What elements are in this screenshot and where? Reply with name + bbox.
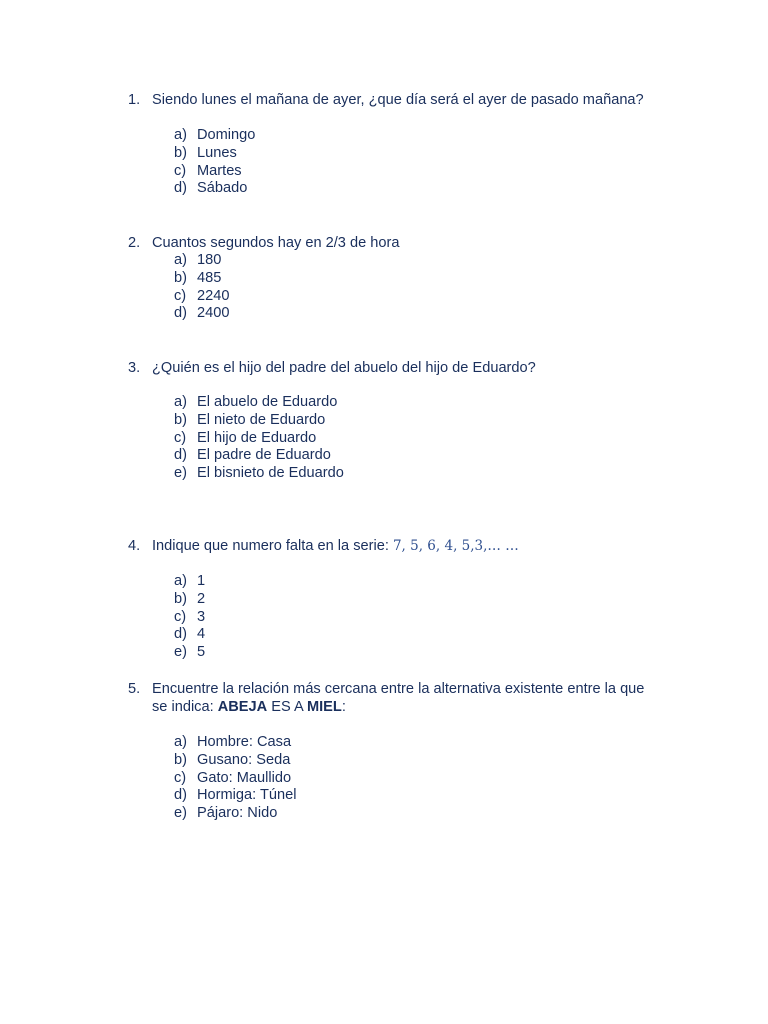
option-text: 1 xyxy=(197,573,206,589)
option-a xyxy=(174,394,688,412)
option-c xyxy=(174,163,688,181)
option-text: Martes xyxy=(197,162,242,179)
option-a xyxy=(174,127,688,145)
question-3 xyxy=(128,359,688,483)
option-letter: d) xyxy=(174,787,187,804)
option-text: 2240 xyxy=(197,287,230,304)
question-text: Siendo lunes el mañana de ayer, ¿que día será el ayer de pasado mañana? xyxy=(152,92,644,108)
question-text: Cuantos segundos hay en 2/3 de hora xyxy=(152,235,400,251)
option-d xyxy=(174,787,688,805)
question-text: Indique que numero falta en la serie: xyxy=(152,538,393,554)
option-text: Lunes xyxy=(197,144,237,161)
question-number: 1. xyxy=(128,92,141,108)
option-letter: a) xyxy=(174,394,187,410)
option-a xyxy=(174,252,688,270)
option-text: 3 xyxy=(197,608,206,625)
option-text: El padre de Eduardo xyxy=(197,447,331,464)
option-c xyxy=(174,609,688,627)
option-text: 4 xyxy=(197,626,206,643)
option-text: Hormiga: Túnel xyxy=(197,787,297,804)
question-5-stem-line1 xyxy=(128,680,688,698)
question-text-suffix: : xyxy=(341,699,346,715)
option-e xyxy=(174,644,688,662)
number-series: 7, 5, 6, 4, 5,3,… … xyxy=(392,538,519,554)
question-text-prefix: se indica: xyxy=(152,699,218,715)
option-letter: c) xyxy=(174,162,187,179)
option-a xyxy=(174,734,688,752)
question-1-stem xyxy=(128,91,688,109)
option-letter: e) xyxy=(174,805,187,822)
option-b xyxy=(174,752,688,770)
option-b xyxy=(174,145,688,163)
option-letter: c) xyxy=(174,608,187,625)
option-letter: b) xyxy=(174,269,187,286)
option-text: 2400 xyxy=(197,305,230,322)
options-list xyxy=(174,127,688,198)
option-c xyxy=(174,430,688,448)
option-letter: c) xyxy=(174,429,187,446)
option-d xyxy=(174,626,688,644)
option-text: 180 xyxy=(197,252,222,268)
option-b xyxy=(174,412,688,430)
option-text: 485 xyxy=(197,269,222,286)
option-c xyxy=(174,288,688,306)
option-letter: a) xyxy=(174,734,187,750)
option-letter: d) xyxy=(174,447,187,464)
option-letter: b) xyxy=(174,751,187,768)
question-2 xyxy=(128,234,688,323)
question-4 xyxy=(128,537,688,662)
option-b xyxy=(174,591,688,609)
option-letter: c) xyxy=(174,287,187,304)
keyword-miel: MIEL xyxy=(306,699,342,715)
option-text: Domingo xyxy=(197,127,256,143)
option-a xyxy=(174,573,688,591)
option-letter: a) xyxy=(174,252,187,268)
option-text: Pájaro: Nido xyxy=(197,805,278,822)
options-list xyxy=(174,394,688,483)
option-letter: d) xyxy=(174,626,187,643)
option-letter: e) xyxy=(174,644,187,661)
option-text: Gusano: Seda xyxy=(197,751,291,768)
question-5 xyxy=(128,680,688,823)
options-list xyxy=(174,573,688,662)
question-text: ¿Quién es el hijo del padre del abuelo del hijo de Eduardo? xyxy=(152,360,536,376)
question-text: Encuentre la relación más cercana entre la alternativa existente entre la que xyxy=(152,681,645,697)
option-d xyxy=(174,305,688,323)
option-letter: d) xyxy=(174,305,187,322)
question-1 xyxy=(128,91,688,198)
options-list xyxy=(174,734,688,823)
option-text: El abuelo de Eduardo xyxy=(197,394,338,410)
question-3-stem xyxy=(128,359,688,377)
question-number: 5. xyxy=(128,681,141,697)
option-letter: b) xyxy=(174,144,187,161)
question-text-middle: ES A xyxy=(267,699,307,715)
question-number: 4. xyxy=(128,538,141,554)
keyword-abeja: ABEJA xyxy=(217,699,268,715)
option-letter: b) xyxy=(174,411,187,428)
option-text: El nieto de Eduardo xyxy=(197,411,326,428)
option-text: 5 xyxy=(197,644,206,661)
options-list xyxy=(174,252,688,323)
option-d xyxy=(174,180,688,198)
question-4-stem xyxy=(128,537,688,555)
question-5-stem-line2 xyxy=(128,698,688,716)
option-letter: e) xyxy=(174,465,187,482)
option-text: Hombre: Casa xyxy=(197,734,292,750)
option-e xyxy=(174,805,688,823)
option-letter: c) xyxy=(174,769,187,786)
option-d xyxy=(174,447,688,465)
option-text: El bisnieto de Eduardo xyxy=(197,465,344,482)
option-e xyxy=(174,465,688,483)
option-text: Gato: Maullido xyxy=(197,769,292,786)
option-text: Sábado xyxy=(197,180,248,197)
question-2-stem xyxy=(128,234,688,252)
option-letter: b) xyxy=(174,590,187,607)
option-text: El hijo de Eduardo xyxy=(197,429,317,446)
option-b xyxy=(174,270,688,288)
option-letter: d) xyxy=(174,180,187,197)
option-text: 2 xyxy=(197,590,206,607)
question-number: 2. xyxy=(128,235,141,251)
option-letter: a) xyxy=(174,573,187,589)
option-letter: a) xyxy=(174,127,187,143)
option-c xyxy=(174,770,688,788)
question-number: 3. xyxy=(128,360,141,376)
